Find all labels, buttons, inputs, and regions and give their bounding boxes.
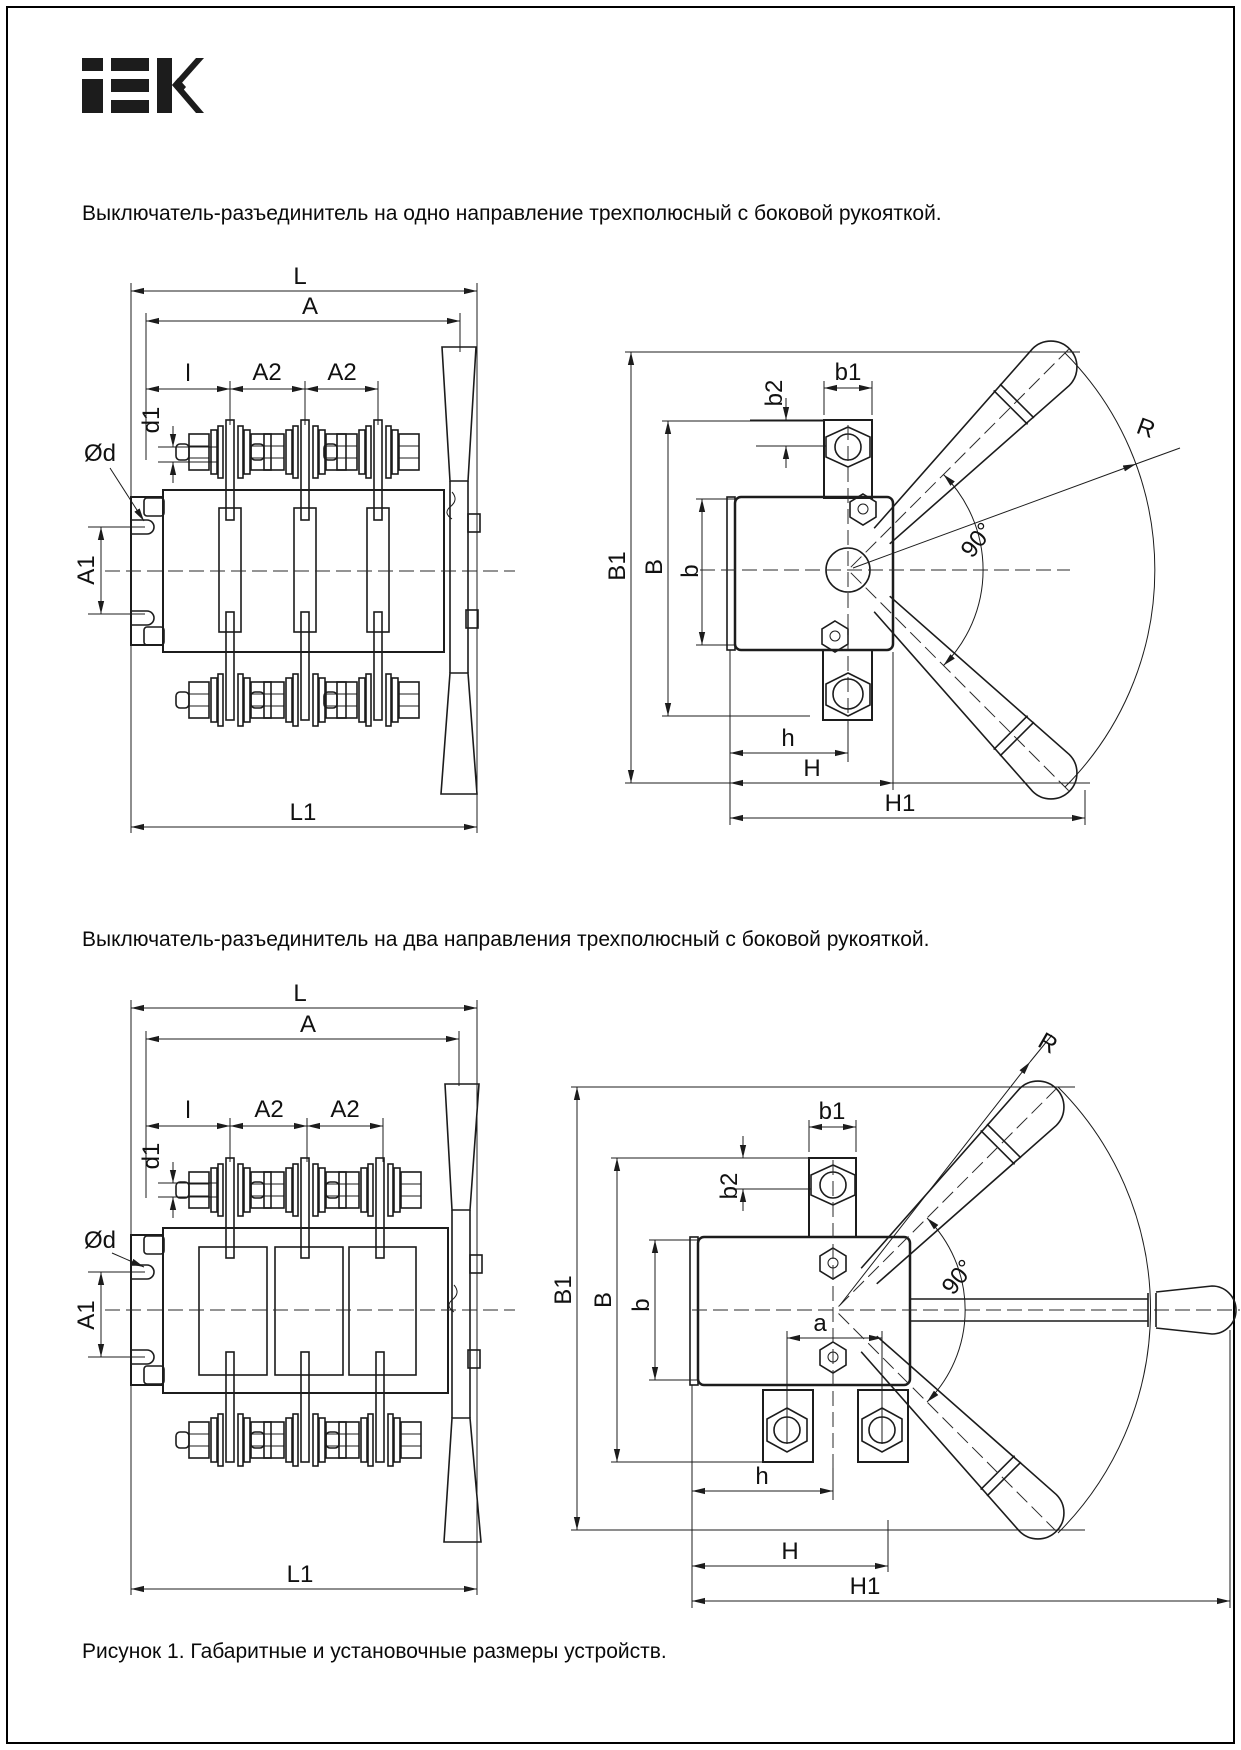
dim-label-H: H: [781, 1538, 799, 1565]
dim-label-L1: L1: [289, 799, 317, 826]
dim-label-d1: d1: [138, 406, 165, 434]
dim-label-B: B: [641, 558, 668, 576]
dim-label-90: 90°: [936, 1254, 981, 1300]
dim-label-B1: B1: [550, 1275, 577, 1305]
dim-label-90: 90°: [955, 517, 1000, 563]
dim-label-H: H: [803, 755, 821, 782]
iek-logo: [82, 58, 204, 113]
dim-label-b: b: [628, 1298, 655, 1312]
d2-fuse-block-1: [199, 1247, 267, 1375]
dim-label-diameter-d: Ød: [84, 440, 117, 467]
d2-body-front: [698, 1237, 910, 1385]
d1-pole-1: [176, 420, 271, 726]
d2-bottom-terminal-left: [763, 1390, 813, 1462]
dim-label-L: L: [293, 263, 307, 290]
dim-label-l: l: [185, 1097, 191, 1124]
d2-pole-1: [176, 1158, 271, 1466]
dim-label-d1: d1: [138, 1142, 165, 1170]
dim-label-H1: H1: [849, 1573, 881, 1600]
dim-label-a: a: [813, 1310, 827, 1337]
section1-title: Выключатель-разъединитель на одно направление трехполюсный с боковой рукояткой.: [82, 202, 942, 225]
dim-label-b2: b2: [761, 379, 788, 407]
dim-label-A2: A2: [254, 1096, 284, 1123]
d2-pole-2: [251, 1158, 346, 1466]
dim-label-A2: A2: [327, 359, 357, 386]
d2-front-view: [550, 1027, 1240, 1608]
dim-label-l: l: [185, 360, 191, 387]
dim-label-L1: L1: [286, 1561, 314, 1588]
d1-side-view: [73, 263, 515, 833]
dim-label-b: b: [677, 564, 704, 578]
dim-label-h: h: [755, 1463, 769, 1490]
dim-label-A: A: [301, 293, 319, 320]
dim-label-A: A: [299, 1011, 317, 1038]
drawing-one-direction: [0, 235, 1241, 835]
dim-label-H1: H1: [884, 790, 916, 817]
d2-side-view: [73, 980, 515, 1595]
dim-label-L: L: [293, 980, 307, 1007]
d1-pole-2: [251, 420, 346, 726]
dim-label-R: R: [1033, 1027, 1063, 1060]
d1-screw-bottom: [822, 621, 848, 652]
dim-label-A2: A2: [252, 359, 282, 386]
iek-logo-icon: [82, 58, 204, 113]
dim-label-A1: A1: [73, 555, 100, 585]
dim-label-b1: b1: [834, 359, 862, 386]
dim-label-b1: b1: [818, 1098, 846, 1125]
dim-label-A1: A1: [73, 1300, 100, 1330]
d1-handle-down: [832, 554, 1087, 809]
d1-front-view: [604, 330, 1180, 825]
figure-caption: Рисунок 1. Габаритные и установочные размеры устройств.: [82, 1640, 667, 1663]
dim-label-h: h: [781, 725, 795, 752]
dim-label-B: B: [590, 1291, 617, 1309]
d2-pole-3: [326, 1158, 421, 1466]
dim-label-R: R: [1133, 412, 1159, 445]
d2-bottom-terminal-right: [858, 1390, 908, 1462]
dim-label-A2: A2: [330, 1096, 360, 1123]
d2-handle-side: [444, 1084, 482, 1542]
drawing-two-directions: [0, 950, 1241, 1620]
dim-label-B1: B1: [604, 551, 631, 581]
d2-fuse-block-3: [349, 1247, 416, 1375]
dim-label-b2: b2: [716, 1172, 743, 1200]
d1-pole-3: [324, 420, 419, 726]
section2-title: Выключатель-разъединитель на два направления трехполюсный с боковой рукояткой.: [82, 928, 930, 951]
dim-label-diameter-d: Ød: [84, 1227, 117, 1254]
